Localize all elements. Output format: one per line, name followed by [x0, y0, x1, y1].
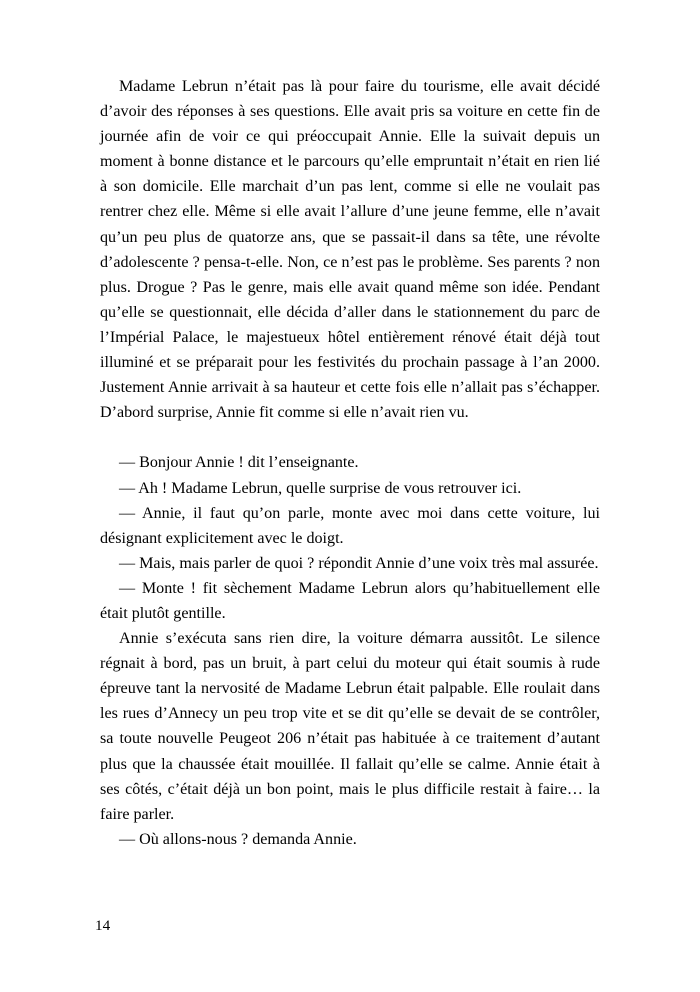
dialogue-line: — Ah ! Madame Lebrun, quelle surprise de vous retrouver ici.	[119, 479, 522, 497]
dialogue-line: — Bonjour Annie ! dit l’enseignante.	[119, 454, 359, 472]
body-paragraph: Madame Lebrun n’était pas là pour faire du tourisme, elle avait décidé d’avoir des réponses à ses questions. Elle avait pris sa voiture en cette fin de journée afin de voir ce qui préoccupait Annie. Elle la suivait depuis un moment à bonne distance et le parcours qu’elle empruntait n’était en rien lié à son domicile. Elle marchait d’un pas lent, comme si elle ne voulait pas rentrer chez elle. Même si elle avait l’allure d’une jeune femme, elle n’avait qu’un peu plus de quatorze ans, que se passait-il dans sa tête, une révolte d’adolescente ? pensa-t-elle. Non, ce n’est pas le problème. Ses parents ? non plus. Drogue ? Pas le genre, mais elle avait quand même son idée. Pendant qu’elle se questionnait, elle décida d’aller dans le stationnement du parc de l’Impérial Palace, le majestueux hôtel entièrement rénové était déjà tout illuminé et se préparait pour les festivités du prochain passage à l’an 2000. Justement Annie arrivait à sa hauteur et cette fois elle n’allait pas s’échapper. D’abord surprise, Annie fit comme si elle n’avait rien vu.	[100, 78, 600, 422]
page-text-block	[100, 74, 600, 852]
dialogue-line: — Mais, mais parler de quoi ? répondit Annie d’une voix très mal assurée.	[119, 554, 599, 572]
dialogue-line: — Monte ! fit sèchement Madame Lebrun alors qu’habituellement elle était plutôt gentille.	[100, 579, 600, 622]
dialogue-line: — Où allons-nous ? demanda Annie.	[119, 830, 357, 848]
paragraph-spacer	[100, 425, 600, 450]
page-number: 14	[95, 917, 111, 934]
body-paragraph: Annie s’exécuta sans rien dire, la voiture démarra aussitôt. Le silence régnait à bord, pas un bruit, à part celui du moteur qui était soumis à rude épreuve tant la nervosité de Madame Lebrun était palpable. Elle roulait dans les rues d’Annecy un peu trop vite et se dit qu’elle se devait de se contrôler, sa toute nouvelle Peugeot 206 n’était pas habituée à ce traitement d’autant plus que la chaussée était mouillée. Il fallait qu’elle se calme. Annie était à ses côtés, c’était déjà un bon point, mais le plus difficile restait à faire… la faire parler.	[100, 630, 600, 823]
dialogue-line: — Annie, il faut qu’on parle, monte avec moi dans cette voiture, lui désignant explicitement avec le doigt.	[100, 504, 600, 547]
